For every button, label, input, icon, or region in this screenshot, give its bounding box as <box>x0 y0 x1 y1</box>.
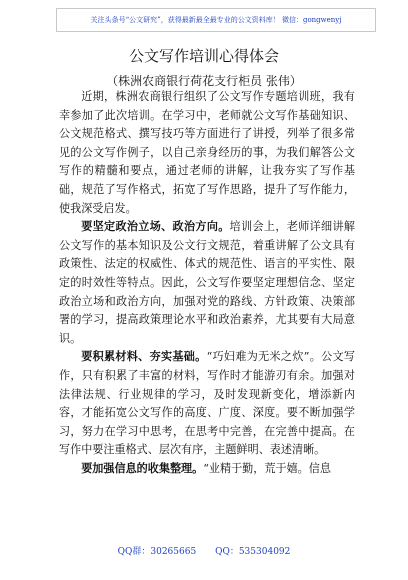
page-footer <box>0 544 408 557</box>
promo-banner-text: 关注头条号“公文研究”，获得最新最全最专业的公文资料库！ 微信：gongwenyj <box>90 16 342 24</box>
paragraph-2-heading: 要坚定政治立场、政治方向。 <box>81 220 230 234</box>
paragraph-3-text: “巧妇难为无米之炊”。公文写作，只有积累了丰富的材料，写作时才能游刃有余。加强对法律法规、行业规律的学习，及时发现新变化，增添新内容，才能拓宽公文写作的高度、广度、深度。要不断加强学习，努力在学习中思考，在思考中完善，在完善中提高。在写作中要注重格式、层次有序，主题鲜明、表述清晰。 <box>59 350 355 457</box>
footer-qq: QQ：535304092 <box>215 547 291 557</box>
document-subtitle: （株洲农商银行荷花支行柜员 张伟） <box>106 74 302 88</box>
promo-banner <box>56 8 376 32</box>
paragraph-4 <box>59 460 355 479</box>
paragraph-2 <box>59 218 355 348</box>
paragraph-4-text: “业精于勤，荒于嬉。信息 <box>203 461 331 475</box>
paragraph-1 <box>59 88 355 218</box>
paragraph-3-heading: 要积累材料、夯实基础。 <box>81 350 207 364</box>
paragraph-1-text: 近期，株洲农商银行组织了公文写作专题培训班，我有幸参加了此次培训。在学习中，老师就公文写作基础知识、公文规范格式、撰写技巧等方面进行了讲授，列举了很多常见的公文写作例子，以自己亲身经历的事，为我们解答公文写作的精髓和要点，通过老师的讲解，让我夯实了写作基础，规范了写作格式，拓宽了写作思路，提升了写作能力，使我深受启发。 <box>59 90 355 215</box>
footer-qq-group: QQ群：30265665 <box>117 547 197 557</box>
document-title: 公文写作培训心得体会 <box>128 47 279 65</box>
paragraph-3 <box>59 348 355 460</box>
paragraph-4-heading: 要加强信息的收集整理。 <box>81 461 204 475</box>
paragraph-2-text: 培训会上，老师详细讲解公文写作的基本知识及公文行文规范，着重讲解了公文具有政策性、法定的权威性、体式的规范性、语言的平实性、限定的时效性等特点。因此，公文写作要坚定理想信念、坚定政治立场和政治方向，加强对党的路线、方针政策、决策部署的学习，提高政策理论水平和政治素养，尤其要有大局意识。 <box>59 220 355 345</box>
document-body <box>59 88 355 478</box>
